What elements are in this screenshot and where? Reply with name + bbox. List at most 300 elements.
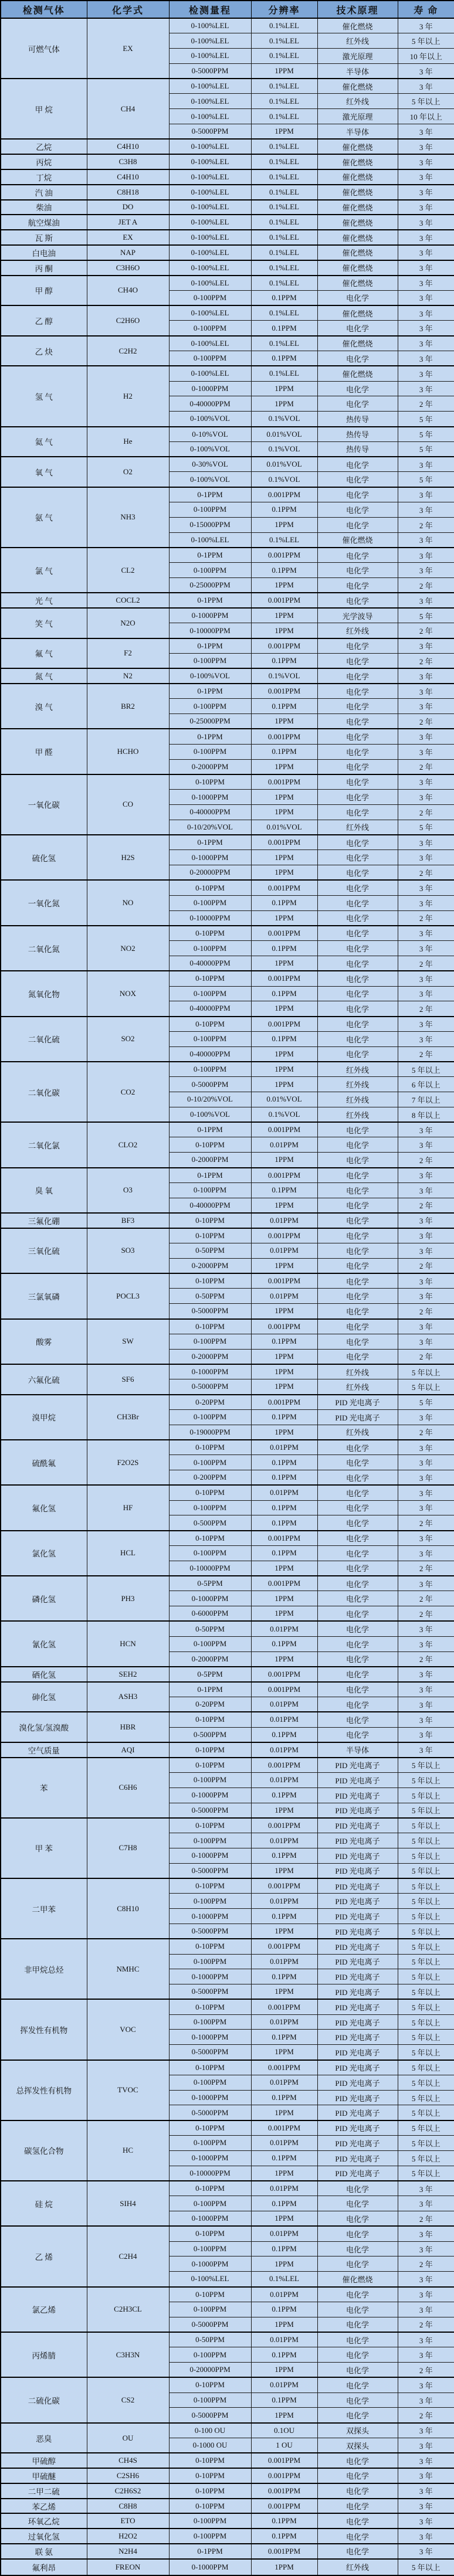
- principle-cell: 电化学: [317, 2196, 398, 2211]
- range-cell: 0-1000PPM: [169, 850, 251, 865]
- resolution-cell: 0.1PPM: [251, 2090, 317, 2105]
- life-cell: 3 年: [398, 1697, 454, 1712]
- life-cell: 3 年: [398, 336, 454, 351]
- formula-cell: C2H4: [87, 2226, 169, 2286]
- formula-cell: AQI: [87, 1742, 169, 1758]
- formula-cell: C3H8: [87, 154, 169, 169]
- formula-cell: C6H6: [87, 1758, 169, 1818]
- gas-name-cell: 三氟化硼: [1, 1213, 87, 1228]
- gas-name-cell: 可燃气体: [1, 18, 87, 79]
- life-cell: 5 年以上: [398, 2030, 454, 2045]
- principle-cell: 催化燃烧: [317, 154, 398, 169]
- resolution-cell: 1PPM: [251, 623, 317, 638]
- resolution-cell: 0.1%LEL: [251, 260, 317, 276]
- resolution-cell: 0.001PPM: [251, 1017, 317, 1032]
- gas-name-cell: 一氧化碳: [1, 774, 87, 835]
- table-row: [1, 2377, 454, 2393]
- table-row: [1, 668, 454, 684]
- gas-name-cell: 光 气: [1, 593, 87, 608]
- principle-cell: 电化学: [317, 1682, 398, 1697]
- life-cell: 3 年: [398, 2287, 454, 2302]
- principle-cell: 电化学: [317, 1304, 398, 1319]
- life-cell: 5 年以上: [398, 2045, 454, 2060]
- gas-name-cell: 乙 炔: [1, 336, 87, 366]
- range-cell: 0-100PPM: [169, 2513, 251, 2529]
- life-cell: 2 年: [398, 1591, 454, 1606]
- range-cell: 0-5000PPM: [169, 1803, 251, 1818]
- principle-cell: 红外线: [317, 1092, 398, 1107]
- range-cell: 0-100PPM: [169, 502, 251, 518]
- resolution-cell: 0.1%VOL: [251, 472, 317, 487]
- life-cell: 3 年: [398, 1727, 454, 1742]
- gas-name-cell: 苯: [1, 1758, 87, 1818]
- resolution-cell: 0.01%VOL: [251, 457, 317, 472]
- life-cell: 3 年: [398, 941, 454, 956]
- principle-cell: PID 光电离子: [317, 1939, 398, 1954]
- life-cell: 3 年: [398, 1137, 454, 1153]
- principle-cell: 红外线: [317, 1379, 398, 1395]
- formula-cell: POCL3: [87, 1273, 169, 1318]
- principle-cell: 电化学: [317, 1001, 398, 1017]
- gas-name-cell: 臭 氧: [1, 1168, 87, 1213]
- range-cell: 0-2000PPM: [169, 1153, 251, 1168]
- life-cell: 3 年: [398, 2332, 454, 2347]
- formula-cell: SO2: [87, 1017, 169, 1062]
- principle-cell: 电化学: [317, 774, 398, 790]
- gas-name-cell: 丁烷: [1, 169, 87, 185]
- life-cell: 3 年: [398, 1334, 454, 1349]
- principle-cell: 红外线: [317, 1425, 398, 1440]
- life-cell: 3 年: [398, 532, 454, 548]
- resolution-cell: 0.1PPM: [251, 321, 317, 336]
- life-cell: 2 年: [398, 1561, 454, 1576]
- table-row: [1, 2120, 454, 2136]
- range-cell: 0-100PPM: [169, 290, 251, 305]
- life-cell: 5 年以上: [398, 1772, 454, 1787]
- formula-cell: HC: [87, 2120, 169, 2181]
- principle-cell: 催化燃烧: [317, 532, 398, 548]
- gas-name-cell: 空气质量: [1, 1742, 87, 1758]
- resolution-cell: 1PPM: [251, 850, 317, 865]
- principle-cell: 电化学: [317, 1334, 398, 1349]
- formula-cell: CL2: [87, 548, 169, 593]
- principle-cell: 电化学: [317, 1137, 398, 1153]
- principle-cell: 电化学: [317, 1697, 398, 1712]
- principle-cell: 电化学: [317, 1636, 398, 1651]
- resolution-cell: 0.001PPM: [251, 1999, 317, 2014]
- range-cell: 0-10%VOL: [169, 427, 251, 442]
- resolution-cell: 1PPM: [251, 1379, 317, 1395]
- principle-cell: 电化学: [317, 865, 398, 881]
- principle-cell: 红外线: [317, 820, 398, 835]
- range-cell: 0-100PPM: [169, 986, 251, 1001]
- life-cell: 5 年以上: [398, 1803, 454, 1818]
- life-cell: 2 年: [398, 2256, 454, 2272]
- range-cell: 0-100%LEL: [169, 79, 251, 94]
- range-cell: 0-100%LEL: [169, 169, 251, 185]
- resolution-cell: 1PPM: [251, 790, 317, 805]
- principle-cell: PID 光电离子: [317, 2120, 398, 2136]
- life-cell: 3 年: [398, 2393, 454, 2408]
- resolution-cell: 0.001PPM: [251, 1395, 317, 1410]
- table-row: [1, 245, 454, 260]
- life-cell: 2 年: [398, 956, 454, 971]
- life-cell: 5 年以上: [398, 1939, 454, 1954]
- life-cell: 2 年: [398, 1349, 454, 1364]
- life-cell: 3 年: [398, 1319, 454, 1334]
- resolution-cell: 0.1PPM: [251, 895, 317, 910]
- range-cell: 0-5000PPM: [169, 1379, 251, 1395]
- range-cell: 0-100PPM: [169, 699, 251, 714]
- principle-cell: 红外线: [317, 1364, 398, 1379]
- resolution-cell: 1PPM: [251, 124, 317, 140]
- life-cell: 3 年: [398, 684, 454, 699]
- life-cell: 5 年以上: [398, 2559, 454, 2575]
- range-cell: 0-100%LEL: [169, 336, 251, 351]
- life-cell: 3 年: [398, 1742, 454, 1758]
- life-cell: 2 年: [398, 2363, 454, 2378]
- resolution-cell: 1PPM: [251, 1606, 317, 1622]
- life-cell: 3 年: [398, 457, 454, 472]
- principle-cell: 电化学: [317, 2393, 398, 2408]
- principle-cell: PID 光电离子: [317, 1969, 398, 1984]
- gas-name-cell: 氟 气: [1, 638, 87, 669]
- life-cell: 3 年: [398, 880, 454, 895]
- table-row: [1, 1017, 454, 1032]
- gas-name-cell: 乙 醇: [1, 305, 87, 336]
- range-cell: 0-20000PPM: [169, 2363, 251, 2378]
- gas-name-cell: 氯化氢: [1, 1531, 87, 1576]
- life-cell: 5 年以上: [398, 2150, 454, 2166]
- resolution-cell: 0.1PPM: [251, 1031, 317, 1046]
- range-cell: 0-1PPM: [169, 593, 251, 608]
- resolution-cell: 1PPM: [251, 2256, 317, 2272]
- range-cell: 0-1000PPM: [169, 1969, 251, 1984]
- range-cell: 0-100%LEL: [169, 49, 251, 64]
- resolution-cell: 0.01PPM: [251, 1833, 317, 1848]
- resolution-cell: 0.01PPM: [251, 1485, 317, 1500]
- range-cell: 0-1000PPM: [169, 2256, 251, 2272]
- range-cell: 0-100%LEL: [169, 230, 251, 245]
- range-cell: 0-100PPM: [169, 1455, 251, 1470]
- range-cell: 0-100PPM: [169, 2075, 251, 2090]
- life-cell: 2 年: [398, 623, 454, 638]
- resolution-cell: 0.1PPM: [251, 2241, 317, 2256]
- range-cell: 0-100%LEL: [169, 94, 251, 109]
- gas-name-cell: 甲硫醚: [1, 2468, 87, 2483]
- life-cell: 3 年: [398, 1228, 454, 1243]
- table-row: [1, 1364, 454, 1379]
- principle-cell: PID 光电离子: [317, 1999, 398, 2014]
- table-row: [1, 1712, 454, 1727]
- formula-cell: NMHC: [87, 1939, 169, 1999]
- principle-cell: PID 光电离子: [317, 2136, 398, 2151]
- range-cell: 0-10PPM: [169, 1440, 251, 1455]
- resolution-cell: 0.1PPM: [251, 941, 317, 956]
- life-cell: 3 年: [398, 1712, 454, 1727]
- formula-cell: BR2: [87, 684, 169, 729]
- gas-name-cell: 碳氢化合物: [1, 2120, 87, 2181]
- gas-name-cell: 氟化氢: [1, 1485, 87, 1530]
- formula-cell: NAP: [87, 245, 169, 260]
- formula-cell: C2SH6: [87, 2468, 169, 2483]
- life-cell: 5 年: [398, 412, 454, 427]
- life-cell: 3 年: [398, 305, 454, 321]
- resolution-cell: 1PPM: [251, 2317, 317, 2332]
- principle-cell: 电化学: [317, 895, 398, 910]
- formula-cell: O2: [87, 457, 169, 487]
- table-row: [1, 1742, 454, 1758]
- resolution-cell: 1PPM: [251, 1349, 317, 1364]
- principle-cell: 电化学: [317, 744, 398, 759]
- formula-cell: C2H6O: [87, 305, 169, 336]
- life-cell: 3 年: [398, 1621, 454, 1636]
- range-cell: 0-100PPM: [169, 1772, 251, 1787]
- life-cell: 10 年以上: [398, 109, 454, 124]
- life-cell: 3 年: [398, 2226, 454, 2241]
- principle-cell: 电化学: [317, 1273, 398, 1289]
- formula-cell: CH3Br: [87, 1395, 169, 1440]
- gas-name-cell: 白电油: [1, 245, 87, 260]
- principle-cell: PID 光电离子: [317, 1878, 398, 1894]
- range-cell: 0-500PPM: [169, 1727, 251, 1742]
- life-cell: 3 年: [398, 351, 454, 366]
- resolution-cell: 1PPM: [251, 1258, 317, 1273]
- formula-cell: BF3: [87, 1213, 169, 1228]
- life-cell: 3 年: [398, 18, 454, 33]
- resolution-cell: 0.01PPM: [251, 2181, 317, 2196]
- life-cell: 3 年: [398, 1243, 454, 1259]
- resolution-cell: 1PPM: [251, 1198, 317, 1213]
- table-row: [1, 608, 454, 623]
- formula-cell: VOC: [87, 1999, 169, 2060]
- range-cell: 0-100%LEL: [169, 215, 251, 230]
- table-row: [1, 1168, 454, 1183]
- principle-cell: 热传导: [317, 412, 398, 427]
- range-cell: 0-10PPM: [169, 2060, 251, 2075]
- gas-name-cell: 二氧化碳: [1, 1062, 87, 1122]
- resolution-cell: 0.1OU: [251, 2423, 317, 2438]
- principle-cell: 红外线: [317, 33, 398, 49]
- life-cell: 3 年: [398, 1168, 454, 1183]
- formula-cell: O3: [87, 1168, 169, 1213]
- principle-cell: 催化燃烧: [317, 366, 398, 381]
- table-row: [1, 2499, 454, 2514]
- resolution-cell: 0.1PPM: [251, 2302, 317, 2317]
- resolution-cell: 0.1PPM: [251, 1182, 317, 1198]
- range-cell: 0-15000PPM: [169, 517, 251, 532]
- gas-name-cell: 砷化氢: [1, 1682, 87, 1712]
- range-cell: 0-100PPM: [169, 1409, 251, 1425]
- principle-cell: 电化学: [317, 396, 398, 412]
- principle-cell: 电化学: [317, 2363, 398, 2378]
- principle-cell: PID 光电离子: [317, 1984, 398, 2000]
- table-row: [1, 366, 454, 381]
- range-cell: 0-10PPM: [169, 1228, 251, 1243]
- gas-name-cell: 甲 醛: [1, 729, 87, 774]
- principle-cell: PID 光电离子: [317, 2105, 398, 2120]
- formula-cell: OU: [87, 2423, 169, 2453]
- range-cell: 0-10PPM: [169, 1818, 251, 1833]
- resolution-cell: 0.01PPM: [251, 1289, 317, 1304]
- range-cell: 0-1000PPM: [169, 1848, 251, 1863]
- range-cell: 0-100PPM: [169, 1031, 251, 1046]
- range-cell: 0-1000PPM: [169, 2150, 251, 2166]
- resolution-cell: 0.1%LEL: [251, 2272, 317, 2287]
- table-row: [1, 1621, 454, 1636]
- formula-cell: SW: [87, 1319, 169, 1364]
- gas-name-cell: 硅 烷: [1, 2181, 87, 2226]
- resolution-cell: 0.001PPM: [251, 1576, 317, 1591]
- life-cell: 3 年: [398, 276, 454, 291]
- range-cell: 0-10PPM: [169, 1531, 251, 1546]
- range-cell: 0-100PPM: [169, 1500, 251, 1515]
- resolution-cell: 0.01PPM: [251, 1697, 317, 1712]
- principle-cell: PID 光电离子: [317, 1833, 398, 1848]
- life-cell: 3 年: [398, 790, 454, 805]
- table-row: [1, 457, 454, 472]
- life-cell: 3 年: [398, 2513, 454, 2529]
- resolution-cell: 0.1%VOL: [251, 668, 317, 684]
- life-cell: 3 年: [398, 2347, 454, 2363]
- range-cell: 0-1000 OU: [169, 2438, 251, 2453]
- life-cell: 3 年: [398, 1500, 454, 1515]
- principle-cell: 电化学: [317, 1455, 398, 1470]
- life-cell: 3 年: [398, 2181, 454, 2196]
- table-row: [1, 2544, 454, 2559]
- range-cell: 0-1000PPM: [169, 608, 251, 623]
- table-row: [1, 2468, 454, 2483]
- range-cell: 0-50PPM: [169, 1621, 251, 1636]
- principle-cell: 催化燃烧: [317, 230, 398, 245]
- life-cell: 5 年: [398, 472, 454, 487]
- principle-cell: PID 光电离子: [317, 2090, 398, 2105]
- formula-cell: SF6: [87, 1364, 169, 1395]
- resolution-cell: 1PPM: [251, 1923, 317, 1939]
- formula-cell: F2: [87, 638, 169, 669]
- formula-cell: F2O2S: [87, 1440, 169, 1485]
- resolution-cell: 0.001PPM: [251, 880, 317, 895]
- resolution-cell: 0.001PPM: [251, 2499, 317, 2514]
- life-cell: 2 年: [398, 396, 454, 412]
- principle-cell: 电化学: [317, 2181, 398, 2196]
- principle-cell: 电化学: [317, 1500, 398, 1515]
- principle-cell: 电化学: [317, 2377, 398, 2393]
- range-cell: 0-10PPM: [169, 2287, 251, 2302]
- resolution-cell: 1PPM: [251, 1651, 317, 1667]
- table-row: [1, 2453, 454, 2468]
- range-cell: 0-1PPM: [169, 638, 251, 654]
- principle-cell: PID 光电离子: [317, 1803, 398, 1818]
- range-cell: 0-10PPM: [169, 1999, 251, 2014]
- range-cell: 0-5000PPM: [169, 1923, 251, 1939]
- formula-cell: CH4O: [87, 276, 169, 306]
- range-cell: 0-1000PPM: [169, 1787, 251, 1803]
- range-cell: 0-100%LEL: [169, 2272, 251, 2287]
- formula-cell: JET A: [87, 215, 169, 230]
- life-cell: 2 年: [398, 714, 454, 729]
- resolution-cell: 1PPM: [251, 1046, 317, 1062]
- principle-cell: 电化学: [317, 1153, 398, 1168]
- principle-cell: 催化燃烧: [317, 215, 398, 230]
- table-row: [1, 1939, 454, 1954]
- resolution-cell: 0.001PPM: [251, 1122, 317, 1137]
- range-cell: 0-1000PPM: [169, 2090, 251, 2105]
- principle-cell: 热传导: [317, 441, 398, 457]
- resolution-cell: 0.001PPM: [251, 1168, 317, 1183]
- principle-cell: 催化燃烧: [317, 245, 398, 260]
- resolution-cell: 0.001PPM: [251, 1531, 317, 1546]
- life-cell: 2 年: [398, 517, 454, 532]
- principle-cell: 电化学: [317, 2241, 398, 2256]
- gas-name-cell: 挥发性有机物: [1, 1999, 87, 2060]
- life-cell: 3 年: [398, 230, 454, 245]
- gas-name-cell: 非甲烷总烃: [1, 1939, 87, 1999]
- range-cell: 0-10000PPM: [169, 1561, 251, 1576]
- principle-cell: 电化学: [317, 2529, 398, 2544]
- life-cell: 5 年以上: [398, 1758, 454, 1773]
- life-cell: 3 年: [398, 1485, 454, 1500]
- table-row: [1, 1878, 454, 1894]
- formula-cell: ASH3: [87, 1682, 169, 1712]
- gas-name-cell: 硫化氢: [1, 835, 87, 880]
- life-cell: 3 年: [398, 548, 454, 563]
- life-cell: 3 年: [398, 744, 454, 759]
- resolution-cell: 0.01PPM: [251, 1742, 317, 1758]
- table-row: [1, 154, 454, 169]
- gas-name-cell: 环氧乙烷: [1, 2513, 87, 2529]
- gas-name-cell: 甲 醇: [1, 276, 87, 306]
- range-cell: 0-6000PPM: [169, 1606, 251, 1622]
- principle-cell: 电化学: [317, 2483, 398, 2499]
- range-cell: 0-5000PPM: [169, 124, 251, 140]
- life-cell: 2 年: [398, 577, 454, 593]
- life-cell: 3 年: [398, 1031, 454, 1046]
- table-row: [1, 774, 454, 790]
- range-cell: 0-1000PPM: [169, 381, 251, 396]
- range-cell: 0-100%LEL: [169, 18, 251, 33]
- table-row: [1, 2332, 454, 2347]
- life-cell: 5 年以上: [398, 1833, 454, 1848]
- table-row: [1, 1273, 454, 1289]
- resolution-cell: 0.001PPM: [251, 1228, 317, 1243]
- principle-cell: 电化学: [317, 2211, 398, 2227]
- resolution-cell: 0.01%VOL: [251, 1092, 317, 1107]
- range-cell: 0-100 OU: [169, 2423, 251, 2438]
- gas-name-cell: 氯 气: [1, 548, 87, 593]
- principle-cell: 电化学: [317, 1017, 398, 1032]
- range-cell: 0-100%LEL: [169, 276, 251, 291]
- life-cell: 5 年以上: [398, 2136, 454, 2151]
- principle-cell: 红外线: [317, 1062, 398, 1077]
- resolution-cell: 0.001PPM: [251, 729, 317, 744]
- formula-cell: NO2: [87, 926, 169, 971]
- formula-cell: H2: [87, 366, 169, 426]
- resolution-cell: 0.01PPM: [251, 1772, 317, 1787]
- life-cell: 5 年以上: [398, 1923, 454, 1939]
- principle-cell: 催化燃烧: [317, 260, 398, 276]
- principle-cell: 电化学: [317, 1470, 398, 1486]
- table-row: [1, 2529, 454, 2544]
- resolution-cell: 0.1%LEL: [251, 532, 317, 548]
- formula-cell: C8H8: [87, 2499, 169, 2514]
- gas-name-cell: 溴 气: [1, 684, 87, 729]
- gas-name-cell: 航空煤油: [1, 215, 87, 230]
- range-cell: 0-25000PPM: [169, 714, 251, 729]
- range-cell: 0-100%VOL: [169, 1107, 251, 1122]
- life-cell: 2 年: [398, 1606, 454, 1622]
- range-cell: 0-5000PPM: [169, 2105, 251, 2120]
